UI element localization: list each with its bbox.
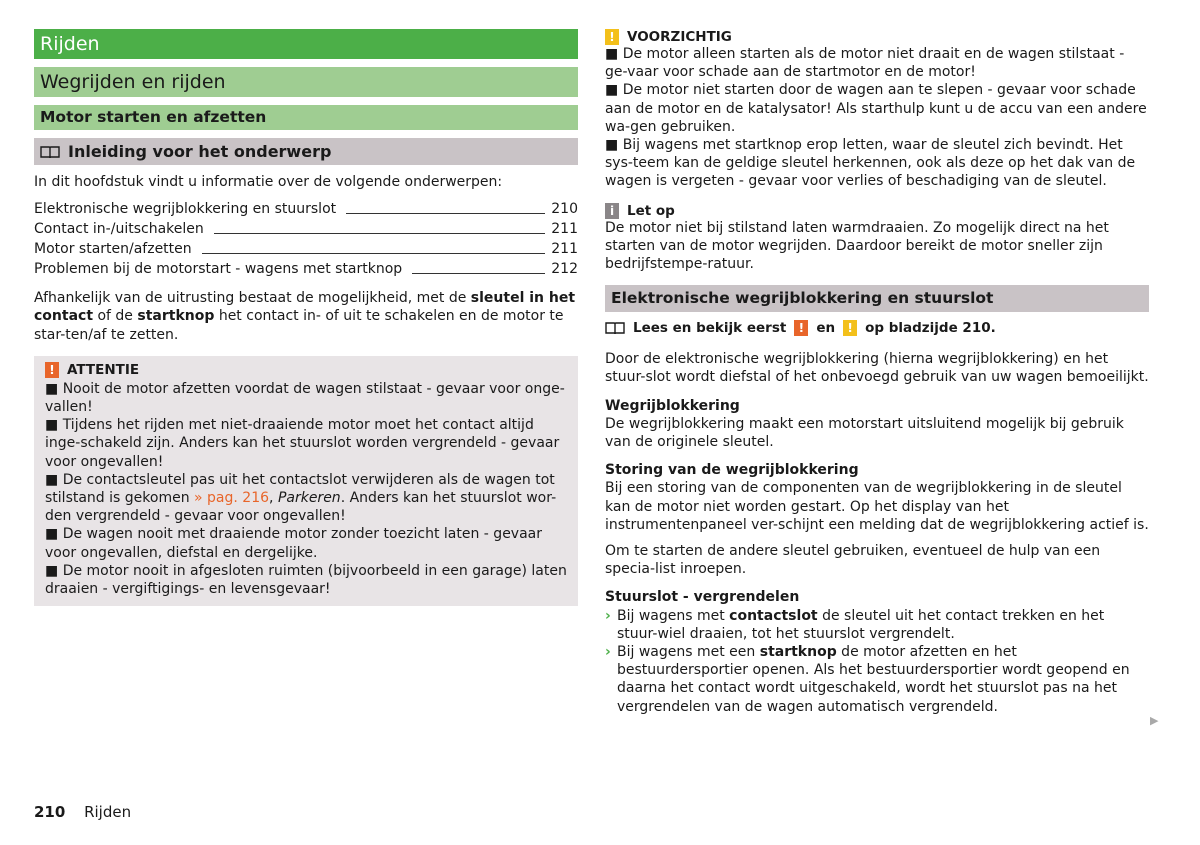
- caution-icon: !: [843, 320, 857, 336]
- body-paragraph: [34, 289, 578, 344]
- continue-arrow-icon: ▶: [1150, 714, 1159, 727]
- bullet-text: Bij wagens met startknop erop letten, waar de sleutel zich bevindt. Het sys-teem kan de geldige sleutel herkennen, ook als deze op het dak van de wagen is vergeten - gevaar voor verlies of beschadiging van de sleutel.: [605, 137, 1136, 190]
- step-item: [605, 643, 1149, 716]
- read-first-line: [605, 320, 1149, 336]
- toc-list: [34, 199, 578, 279]
- info-icon: i: [605, 203, 619, 219]
- step-arrow-icon: ›: [605, 644, 611, 661]
- storing-text-2: Om te starten de andere sleutel gebruiken, eventueel de hulp van een specia-list inroepen.: [605, 543, 1101, 578]
- bullet-text: Tijdens het rijden met niet-draaiende motor moet het contact altijd inge-schakeld zijn. Anders kan het stuurslot worden vergrendeld - gevaar voor ongevallen!: [45, 417, 560, 470]
- storing-text: Bij een storing van de componenten van de wegrijblokkering in de sleutel kan de motor niet worden gestart. Op het display van het instrumentenpaneel ver-schijnt een melding dat de wegrijblokkering actief is.: [605, 480, 1149, 533]
- subsection-heading: Motor starten en afzetten: [34, 105, 578, 130]
- bullet-text: De contactsleutel pas uit het contactslot verwijderen als de wagen tot stilstand is gekomen: [45, 471, 555, 507]
- text-run: Bij wagens met een: [617, 644, 760, 661]
- attentie-box: [34, 356, 578, 606]
- immobilizer-intro: Door de elektronische wegrijblokkering (hierna wegrijblokkering) en het stuur-slot wordt diefstal of het onbevoegd gebruik van uw wagen bemoeilijkt.: [605, 351, 1149, 386]
- toc-label: Motor starten/afzetten: [34, 241, 192, 258]
- footer-section: Rijden: [84, 803, 132, 821]
- voorzichtig-title: VOORZICHTIG: [627, 29, 732, 45]
- toc-row[interactable]: [34, 239, 578, 259]
- step-arrow-icon: ›: [605, 607, 611, 624]
- toc-label: Contact in-/uitschakelen: [34, 221, 204, 238]
- warning-icon: !: [794, 320, 808, 336]
- text-run: de sleutel uit het contact trekken en het stuur-wiel draaien, tot het stuurslot vergrendelt.: [617, 607, 1105, 642]
- wegrijblokkering-text: De wegrijblokkering maakt een motorstart uitsluitend mogelijk bij gebruik van de originele sleutel.: [605, 415, 1124, 451]
- read-first-text: en: [816, 320, 836, 337]
- toc-page: 212: [551, 261, 578, 278]
- bullet-item: ■ De motor nooit in afgesloten ruimten (bijvoorbeeld in een garage) laten draaien - vergiftigings- en levensgevaar!: [45, 562, 567, 598]
- toc-label: Elektronische wegrijblokkering en stuurslot: [34, 201, 337, 218]
- step-item: [605, 607, 1149, 643]
- toc-label: Problemen bij de motorstart - wagens met startknop: [34, 261, 403, 278]
- letop-title: Let op: [627, 202, 675, 219]
- toc-leader: [214, 233, 546, 234]
- intro-text: In dit hoofdstuk vindt u informatie over de volgende onderwerpen:: [34, 174, 503, 190]
- bold-run: startknop: [759, 644, 837, 661]
- bullet-item: ■ Nooit de motor afzetten voordat de wagen stilstaat - gevaar voor onge-vallen!: [45, 380, 565, 416]
- text-run: Afhankelijk van de uitrusting bestaat de mogelijkheid, met de: [34, 290, 471, 307]
- text-run: het contact in- of uit te schakelen en de motor te star-ten/af te zetten.: [34, 308, 564, 343]
- caution-icon: !: [605, 29, 619, 45]
- bullet-text: De wagen nooit met draaiende motor zonder toezicht laten - gevaar voor ongevallen, diefstal en dergelijke.: [45, 526, 543, 561]
- left-column: [34, 29, 578, 606]
- bullet-item: ■ De wagen nooit met draaiende motor zonder toezicht laten - gevaar voor ongevallen, diefstal en dergelijke.: [45, 526, 543, 561]
- step-text: [617, 607, 1149, 643]
- section-heading: Wegrijden en rijden: [34, 67, 578, 97]
- toc-row[interactable]: [34, 199, 578, 219]
- letop-text: De motor niet bij stilstand laten warmdraaien. Zo mogelijk direct na het starten van de motor wegrijden. Daardoor bereikt de motor sneller zijn bedrijfstempe-ratuur.: [605, 219, 1109, 273]
- bullet-item: ■ Bij wagens met startknop erop letten, waar de sleutel zich bevindt. Het sys-teem kan de geldige sleutel herkennen, ook als deze op het dak van de wagen is vergeten - gevaar voor verlies of beschadiging van de sleutel.: [605, 137, 1136, 190]
- toc-leader: [412, 273, 545, 274]
- italic-run: Parkeren: [277, 490, 341, 507]
- bullet-text: De motor niet starten door de wagen aan te slepen - gevaar voor schade aan de motor en de katalysator! Als starthulp kunt u de accu van een andere wa-gen gebruiken.: [605, 82, 1147, 135]
- toc-row[interactable]: [34, 259, 578, 279]
- toc-leader: [202, 253, 546, 254]
- toc-leader: [346, 213, 545, 214]
- bullet-text: De motor nooit in afgesloten ruimten (bijvoorbeeld in een garage) laten draaien - vergiftigings- en levensgevaar!: [45, 562, 567, 598]
- step-text: [617, 643, 1149, 716]
- step-list: [605, 607, 1149, 716]
- text-run: de motor afzetten en het bestuurdersportier openen. Als het bestuurdersportier wordt geopend en daarna het contact wordt uitgeschakeld, wordt het stuurslot pas na het vergrendelen van de wagen automatisch vergrendeld.: [617, 644, 1130, 715]
- section-heading-immobilizer: Elektronische wegrijblokkering en stuurslot: [605, 285, 1149, 312]
- voorzichtig-header: [605, 29, 1149, 45]
- toc-page: 210: [551, 201, 578, 218]
- book-icon: [605, 321, 625, 335]
- intro-heading: Inleiding voor het onderwerp: [68, 142, 332, 161]
- page-footer: [34, 803, 131, 821]
- book-icon: [40, 145, 60, 159]
- page-link[interactable]: » pag. 216: [194, 490, 270, 507]
- bullet-text: Nooit de motor afzetten voordat de wagen stilstaat - gevaar voor onge-vallen!: [45, 380, 565, 416]
- bullet-item: ■ De motor alleen starten als de motor niet draait en de wagen stilstaat - ge-vaar voor schade aan de startmotor en de motor!: [605, 46, 1125, 81]
- page-number: 210: [34, 803, 66, 821]
- bullet-text: De motor alleen starten als de motor niet draait en de wagen stilstaat - ge-vaar voor schade aan de startmotor en de motor!: [605, 46, 1125, 81]
- read-first-page: op bladzijde 210.: [865, 320, 996, 337]
- bullet-item: ■ Tijdens het rijden met niet-draaiende motor moet het contact altijd inge-schakeld zijn. Anders kan het stuurslot worden vergrendeld - gevaar voor ongevallen!: [45, 417, 560, 470]
- text-run: of de: [93, 308, 138, 325]
- bold-run: startknop: [137, 308, 215, 325]
- bullet-item: ■ De contactsleutel pas uit het contactslot verwijderen als de wagen tot stilstand is gekomen » pag. 216, Parkeren. Anders kan het stuurslot wor-den vergrendeld - gevaar voor ongevallen!: [45, 471, 557, 525]
- attentie-header: [45, 362, 567, 378]
- chapter-heading: Rijden: [34, 29, 578, 59]
- wegrijblokkering-title: Wegrijblokkering: [605, 397, 740, 414]
- toc-page: 211: [551, 221, 578, 238]
- read-first-text: Lees en bekijk eerst: [633, 320, 787, 337]
- text-run: Bij wagens met: [617, 607, 730, 624]
- toc-page: 211: [551, 241, 578, 258]
- bullet-item: ■ De motor niet starten door de wagen aan te slepen - gevaar voor schade aan de motor en de katalysator! Als starthulp kunt u de accu van een andere wa-gen gebruiken.: [605, 82, 1147, 135]
- bold-run: contactslot: [729, 607, 818, 624]
- bullet-text: . Anders kan het stuurslot wor-den vergrendeld - gevaar voor ongevallen!: [45, 490, 557, 525]
- letop-header: [605, 203, 1149, 219]
- bold-run: sleutel in het contact: [34, 290, 576, 325]
- attentie-title: ATTENTIE: [67, 361, 140, 378]
- toc-row[interactable]: [34, 219, 578, 239]
- bullet-text: ,: [269, 490, 278, 507]
- storing-title: Storing van de wegrijblokkering: [605, 462, 859, 479]
- right-column: [605, 29, 1149, 716]
- stuurslot-title: Stuurslot - vergrendelen: [605, 589, 800, 606]
- intro-heading-bar: [34, 138, 578, 165]
- warning-icon: !: [45, 362, 59, 378]
